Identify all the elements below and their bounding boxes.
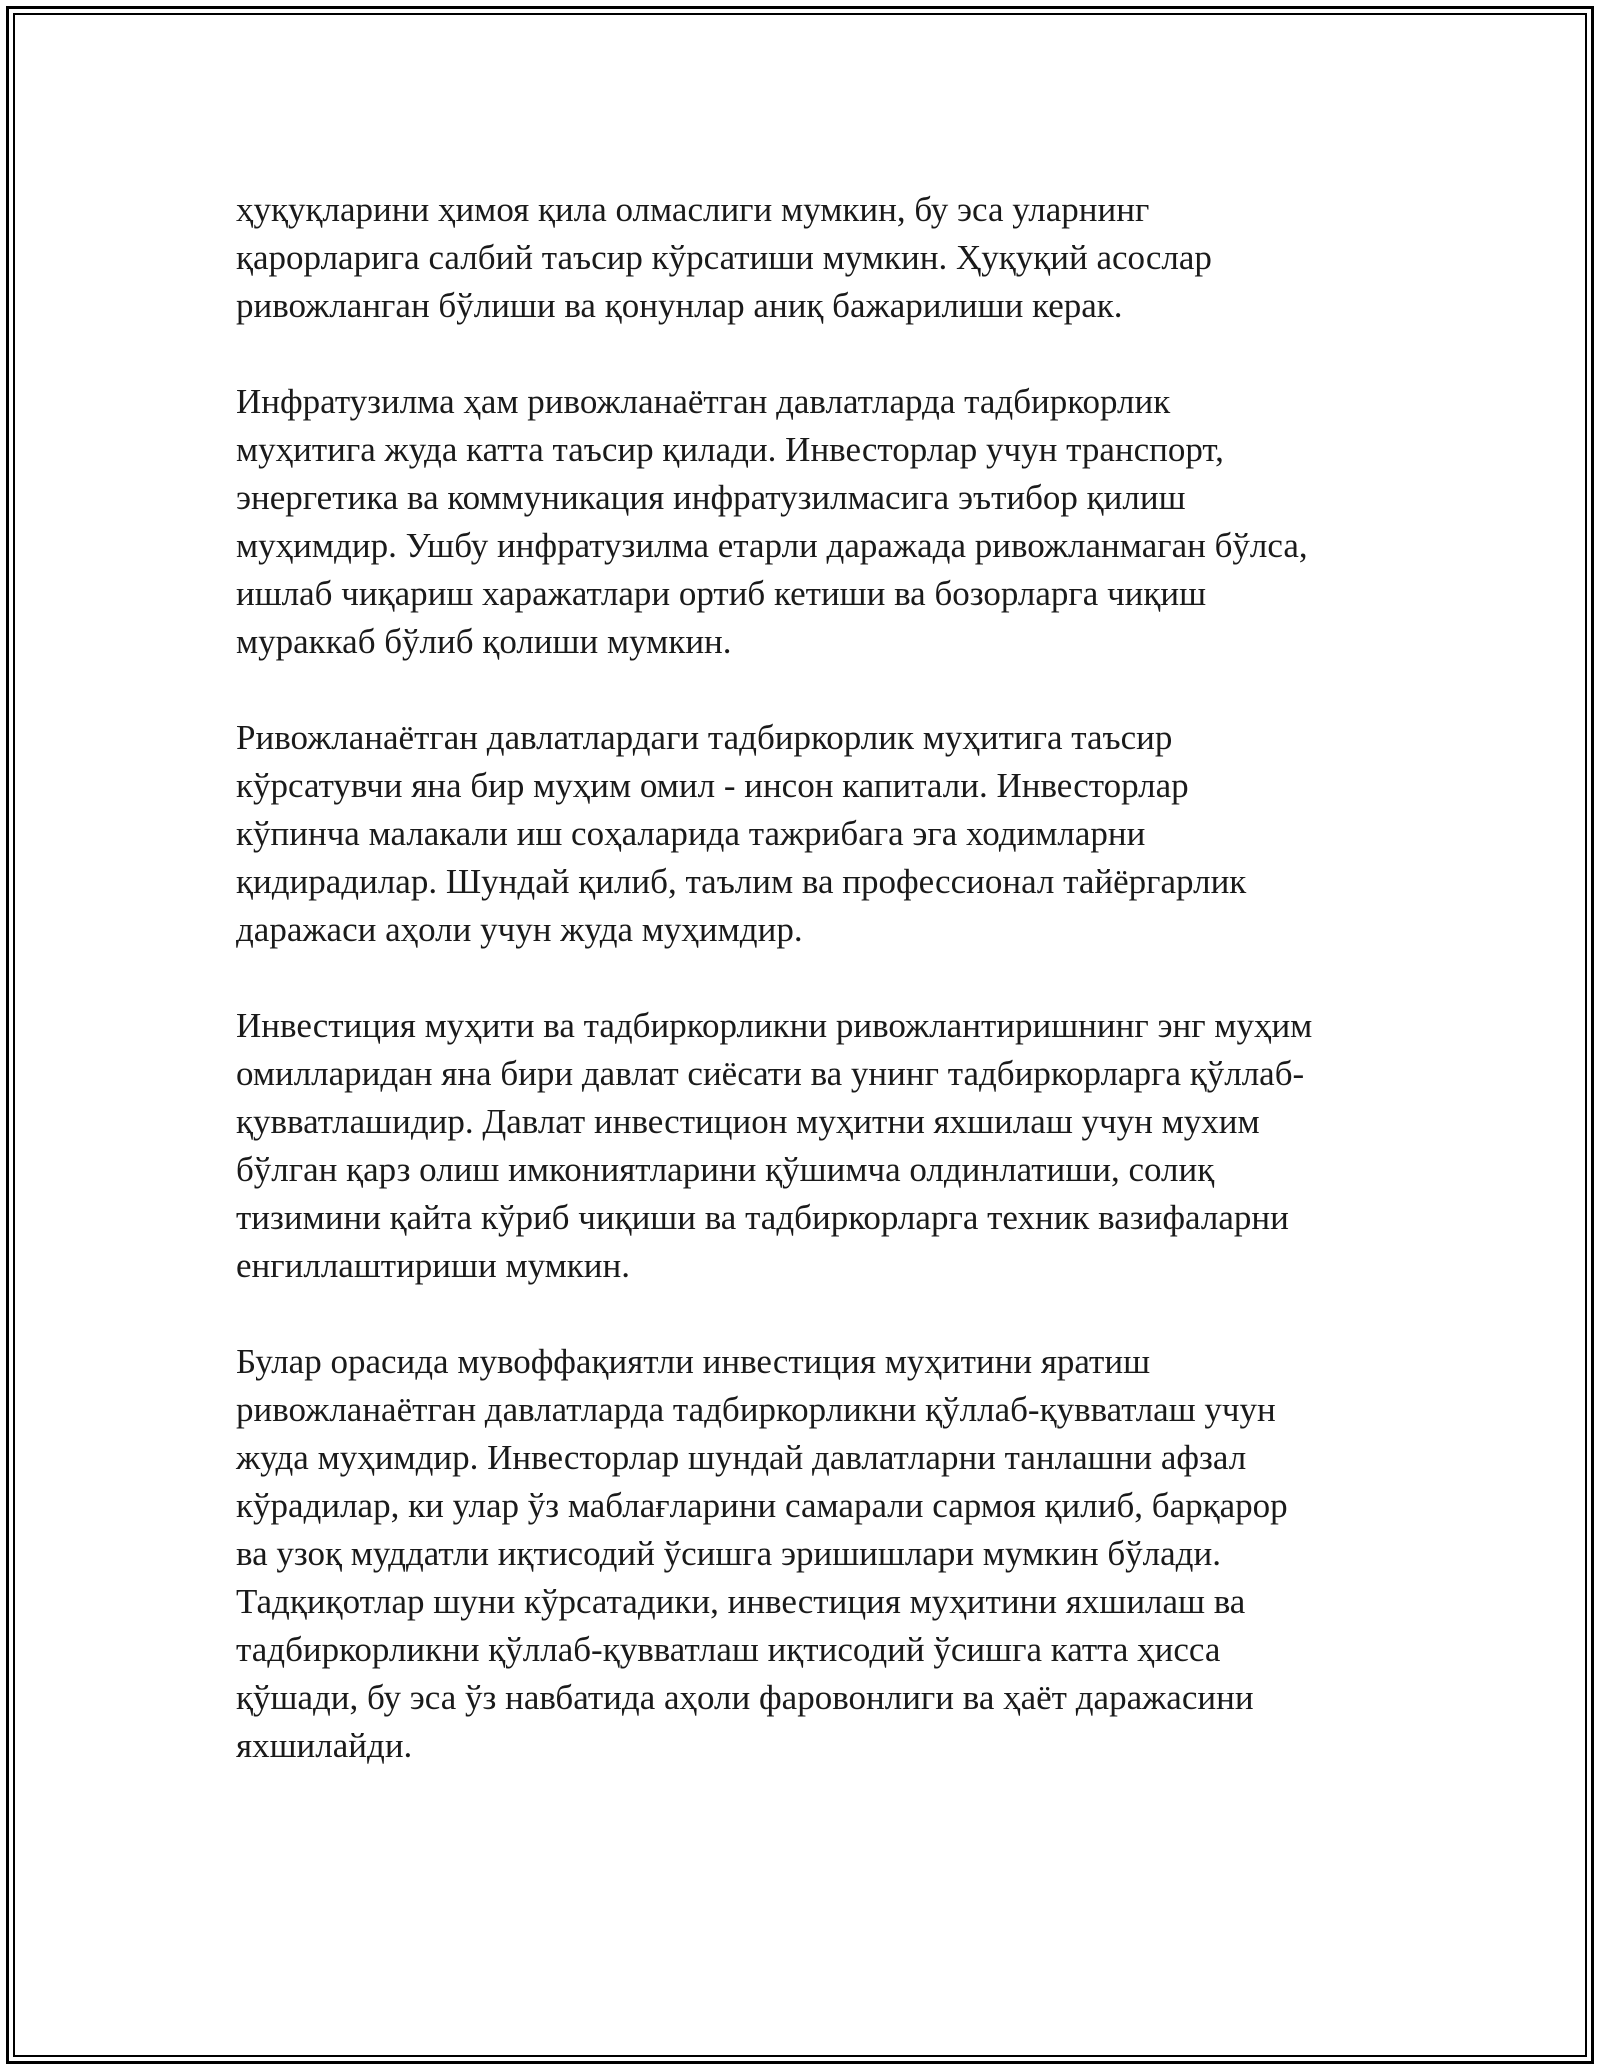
text-line: кўпинча малакали иш соҳаларида тажрибага эга ходимларни <box>236 814 1146 853</box>
paragraph-gap <box>236 1290 1376 1338</box>
text-line: мураккаб бўлиб қолиши мумкин. <box>236 622 732 661</box>
paragraph-3 <box>236 714 1376 954</box>
text-line: муҳитига жуда катта таъсир қилади. Инвесторлар учун транспорт, <box>236 430 1224 469</box>
text-line: бўлган қарз олиш имкониятларини қўшимча олдинлатиши, солиқ <box>236 1150 1215 1189</box>
paragraph-1 <box>236 186 1376 330</box>
paragraph-2 <box>236 378 1376 666</box>
text-line: кўрсатувчи яна бир муҳим омил - инсон капитали. Инвесторлар <box>236 766 1189 805</box>
paragraph-4 <box>236 1002 1376 1290</box>
paragraph-5 <box>236 1338 1376 1770</box>
text-line: муҳимдир. Ушбу инфратузилма етарли даражада ривожланмаган бўлса, <box>236 526 1308 565</box>
text-line: Инфратузилма ҳам ривожланаётган давлатларда тадбиркорлик <box>236 382 1171 421</box>
text-line: қидирадилар. Шундай қилиб, таълим ва профессионал тайёргарлик <box>236 862 1247 901</box>
text-line: Тадқиқотлар шуни кўрсатадики, инвестиция муҳитини яхшилаш ва <box>236 1582 1246 1621</box>
text-line: энергетика ва коммуникация инфратузилмасига эътибор қилиш <box>236 478 1186 517</box>
text-line: тизимини қайта кўриб чиқиши ва тадбиркорларга техник вазифаларни <box>236 1198 1289 1237</box>
text-line: яхшилайди. <box>236 1726 413 1765</box>
text-line: Булар орасида мувоффақиятли инвестиция муҳитини яратиш <box>236 1342 1151 1381</box>
text-line: жуда муҳимдир. Инвесторлар шундай давлатларни танлашни афзал <box>236 1438 1247 1477</box>
text-line: даражаси аҳоли учун жуда муҳимдир. <box>236 910 803 949</box>
paragraph-gap <box>236 330 1376 378</box>
text-line: енгиллаштириши мумкин. <box>236 1246 631 1285</box>
document-body <box>236 186 1376 1770</box>
text-line: Инвестиция муҳити ва тадбиркорликни ривожлантиришнинг энг муҳим <box>236 1006 1313 1045</box>
text-line: тадбиркорликни қўллаб-қувватлаш иқтисодий ўсишга катта ҳисса <box>236 1630 1221 1669</box>
text-line: ҳуқуқларини ҳимоя қила олмаслиги мумкин, бу эса уларнинг <box>236 190 1150 229</box>
text-line: ривожланаётган давлатларда тадбиркорликни қўллаб-қувватлаш учун <box>236 1390 1276 1429</box>
paragraph-gap <box>236 666 1376 714</box>
text-line: ва узоқ муддатли иқтисодий ўсишга эришишлари мумкин бўлади. <box>236 1534 1221 1573</box>
text-line: Ривожланаётган давлатлардаги тадбиркорлик муҳитига таъсир <box>236 718 1173 757</box>
text-line: ривожланган бўлиши ва қонунлар аниқ бажарилиши керак. <box>236 286 1123 325</box>
text-line: қувватлашидир. Давлат инвестицион муҳитни яхшилаш учун мухим <box>236 1102 1260 1141</box>
paragraph-gap <box>236 954 1376 1002</box>
text-line: қарорларига салбий таъсир кўрсатиши мумкин. Ҳуқуқий асослар <box>236 238 1212 277</box>
text-line: омилларидан яна бири давлат сиёсати ва унинг тадбиркорларга қўллаб- <box>236 1054 1305 1093</box>
text-line: ишлаб чиқариш харажатлари ортиб кетиши ва бозорларга чиқиш <box>236 574 1207 613</box>
text-line: кўрадилар, ки улар ўз маблағларини самарали сармоя қилиб, барқарор <box>236 1486 1288 1525</box>
text-line: қўшади, бу эса ўз навбатида аҳоли фаровонлиги ва ҳаёт даражасини <box>236 1678 1254 1717</box>
